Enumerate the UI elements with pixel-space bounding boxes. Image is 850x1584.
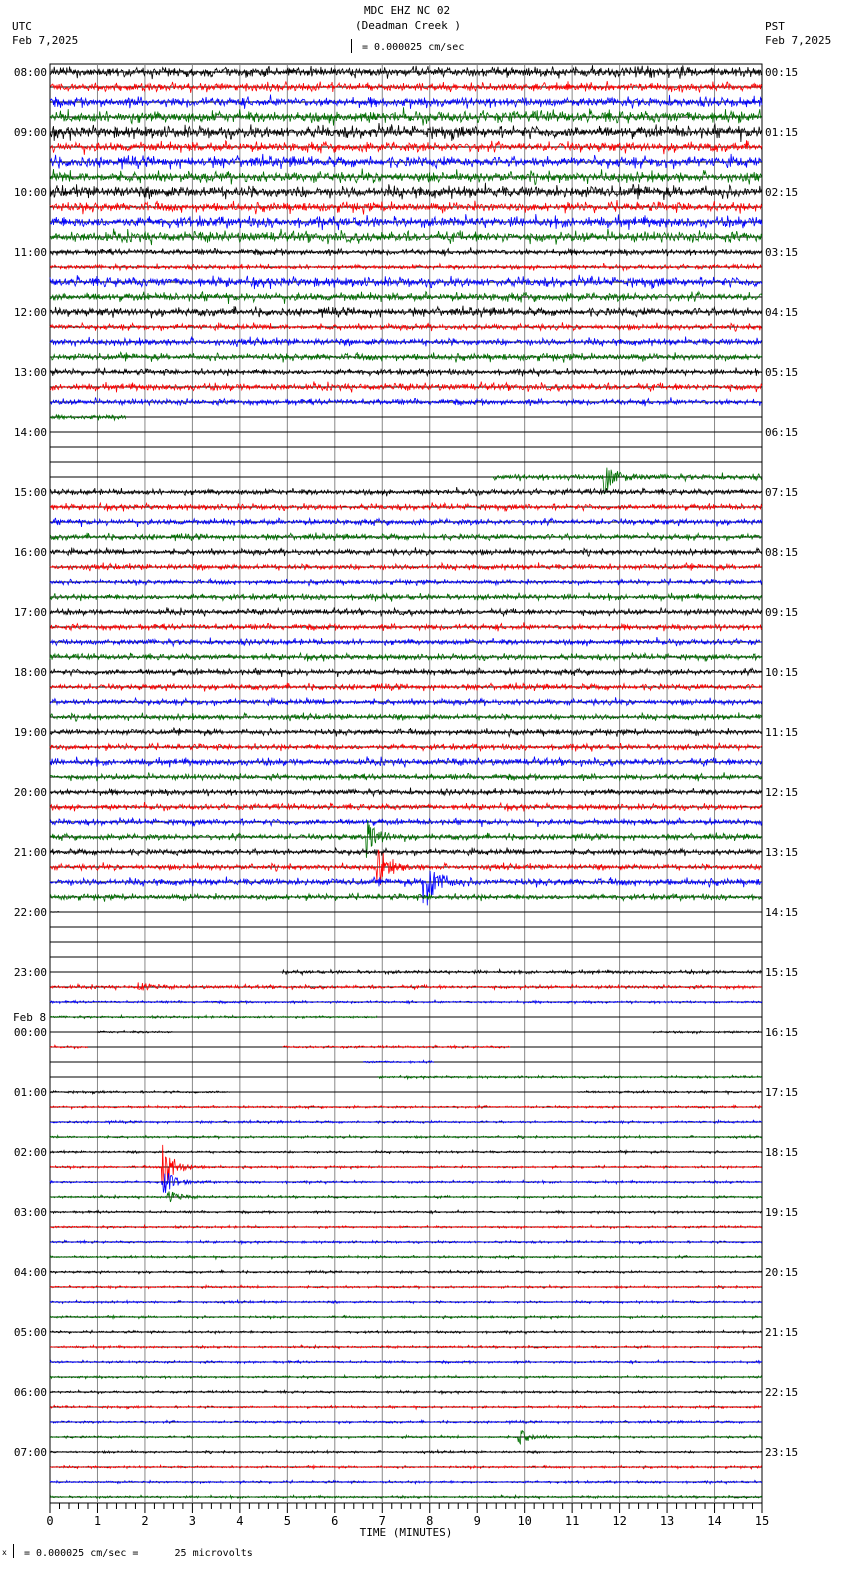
seismic-trace: [50, 1000, 762, 1004]
utc-hour-label: 09:00: [13, 126, 47, 139]
x-tick-label: 2: [141, 1514, 149, 1528]
seismic-trace: [50, 850, 762, 885]
x-tick-label: 13: [659, 1514, 675, 1528]
utc-hour-label: 19:00: [13, 726, 47, 739]
x-tick-label: 0: [46, 1514, 54, 1528]
seismic-trace: [50, 1285, 762, 1289]
utc-hour-label: 01:00: [13, 1086, 47, 1099]
seismic-trace: [50, 637, 762, 646]
seismic-trace: [50, 183, 762, 200]
pst-hour-label: 04:15: [765, 306, 799, 319]
seismic-trace: [50, 229, 762, 246]
utc-hour-label: 17:00: [13, 606, 47, 619]
utc-hour-label: 06:00: [13, 1386, 47, 1399]
seismic-trace: [50, 1045, 88, 1049]
seismic-trace: [50, 1360, 762, 1364]
x-tick-label: 3: [188, 1514, 197, 1528]
pst-hour-label: 10:15: [765, 666, 799, 679]
right-timezone: PST: [765, 20, 785, 33]
x-axis-label: TIME (MINUTES): [359, 1526, 453, 1539]
seismic-trace: [50, 562, 762, 571]
pst-hour-label: 23:15: [765, 1446, 799, 1459]
seismic-trace: [50, 518, 762, 527]
x-tick-label: 6: [331, 1514, 339, 1528]
pst-hour-label: 02:15: [765, 186, 799, 199]
pst-hour-label: 20:15: [765, 1266, 799, 1279]
footer-prefix: x: [2, 1548, 7, 1557]
seismic-trace: [491, 468, 761, 494]
utc-hour-label: 12:00: [13, 306, 47, 319]
seismic-trace: [50, 533, 762, 542]
station-subtitle: (Deadman Creek ): [355, 19, 461, 32]
pst-hour-label: 07:15: [765, 486, 799, 499]
x-tick-label: 10: [517, 1514, 532, 1528]
pst-hour-label: 03:15: [765, 246, 799, 259]
x-tick-label: 4: [236, 1514, 244, 1528]
pst-hour-label: 22:15: [765, 1386, 799, 1399]
utc-hour-label: 10:00: [13, 186, 47, 199]
pst-hour-label: 15:15: [765, 966, 799, 979]
seismic-trace: [50, 1315, 762, 1319]
seismic-trace: [50, 1431, 762, 1444]
x-tick-label: 15: [754, 1514, 770, 1528]
utc-hour-label: 20:00: [13, 786, 47, 799]
utc-hour-label: 16:00: [13, 546, 47, 559]
pst-hour-label: 19:15: [765, 1206, 799, 1219]
utc-hour-label: 08:00: [13, 66, 47, 79]
x-tick-label: 1: [93, 1514, 102, 1528]
x-tick-label: 8: [426, 1514, 434, 1528]
pst-hour-label: 21:15: [765, 1326, 799, 1339]
x-tick-label: 5: [283, 1514, 291, 1528]
x-tick-label: 7: [378, 1514, 386, 1528]
scale-label: = 0.000025 cm/sec: [362, 42, 465, 53]
utc-hour-label: 03:00: [13, 1206, 47, 1219]
pst-hour-label: 16:15: [765, 1026, 799, 1039]
seismic-trace: [50, 107, 762, 125]
seismic-trace: [50, 668, 762, 677]
seismic-trace: [50, 848, 762, 857]
right-date: Feb 7,2025: [765, 34, 832, 47]
pst-hour-label: 11:15: [765, 726, 799, 739]
pst-hour-label: 12:15: [765, 786, 799, 799]
utc-hour-label: 11:00: [13, 246, 47, 259]
footer-scale-bar-icon: [13, 1544, 16, 1558]
utc-hour-label: 04:00: [13, 1266, 47, 1279]
pst-hour-label: 17:15: [765, 1086, 799, 1099]
utc-hour-label: 23:00: [13, 966, 47, 979]
utc-hour-label: 07:00: [13, 1446, 47, 1459]
x-tick-label: 11: [564, 1514, 580, 1528]
pst-hour-label: 18:15: [765, 1146, 799, 1159]
pst-hour-label: 08:15: [765, 546, 799, 559]
x-tick-label: 9: [473, 1514, 481, 1528]
seismic-trace: [98, 1031, 174, 1034]
utc-hour-label: 14:00: [13, 426, 47, 439]
station-title: MDC EHZ NC 02: [364, 4, 451, 17]
seismic-trace: [50, 1300, 762, 1303]
x-tick-label: 14: [707, 1514, 722, 1528]
seismic-trace: [50, 743, 762, 752]
seismic-trace: [50, 982, 762, 990]
footer-scale-label: = 0.000025 cm/sec = 25 microvolts: [24, 1548, 253, 1559]
utc-hour-label: 05:00: [13, 1326, 47, 1339]
seismic-trace: [50, 1091, 230, 1094]
utc-hour-label: 15:00: [13, 486, 47, 499]
utc-hour-label: 18:00: [13, 666, 47, 679]
seismic-trace: [50, 169, 762, 185]
pst-hour-label: 06:15: [765, 426, 799, 439]
utc-hour-label: 21:00: [13, 846, 47, 859]
pst-hour-label: 14:15: [765, 906, 799, 919]
utc-hour-label: 02:00: [13, 1146, 47, 1159]
x-tick-label: 12: [612, 1514, 627, 1528]
seismic-trace: [50, 871, 762, 905]
pst-hour-label: 13:15: [765, 846, 799, 859]
date-change-label: Feb 8: [13, 1011, 47, 1024]
utc-hour-label: 00:00: [13, 1026, 47, 1039]
left-date: Feb 7,2025: [12, 34, 79, 47]
pst-hour-label: 05:15: [765, 366, 799, 379]
seismic-trace: [50, 1420, 762, 1424]
pst-hour-label: 01:15: [765, 126, 799, 139]
utc-hour-label: 22:00: [13, 906, 47, 919]
seismic-trace: [50, 1375, 762, 1379]
pst-hour-label: 09:15: [765, 606, 799, 619]
seismic-trace: [653, 1031, 762, 1034]
utc-hour-label: 13:00: [13, 366, 47, 379]
seismic-trace: [50, 1173, 762, 1193]
seismic-trace: [50, 263, 762, 270]
pst-hour-label: 00:15: [765, 66, 799, 79]
seismic-trace: [50, 292, 762, 304]
left-timezone: UTC: [12, 20, 32, 33]
seismic-trace: [50, 140, 762, 155]
